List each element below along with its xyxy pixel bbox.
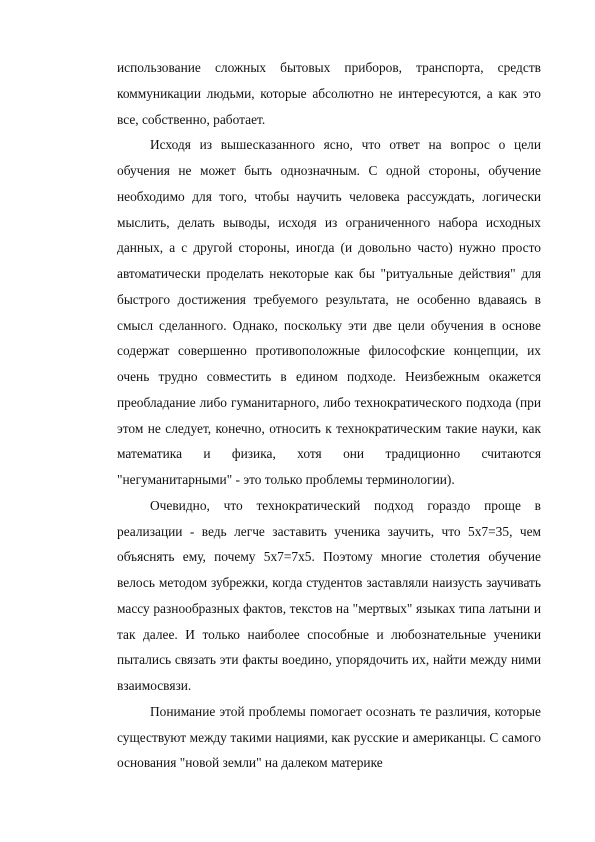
paragraph-nations-difference: Понимание этой проблемы помогает осознать те различия, которые существуют между такими нациями, как русские и американцы. С самого основания "новой земли" на далеком материке (117, 703, 541, 771)
paragraph-learning-goals: Исходя из вышесказанного ясно, что ответ на вопрос о цели обучения не может быть однозначным. С одной стороны, обучение необходимо для того, чтобы научить человека рассуждать, логически мыслить, делать выводы, исходя из ограниченного набора исходных данных, а с другой стороны, иногда (и довольно часто) нужно просто автоматически проделать некоторые как бы "ритуальные действия" для быстрого достижения требуемого результата, не особенно вдаваясь в смысл сделанного. Однако, поскольку эти две цели обучения в основе содержат совершенно противоположные философские концепции, их очень трудно совместить в едином подходе. Неизбежным окажется преобладание либо гуманитарного, либо технократического подхода (при этом не следует, конечно, относить к технократическим такие науки, как математика и физика, хотя они традиционно считаются "негуманитарными" - это только проблемы терминологии). (117, 137, 541, 487)
paragraph-technocratic-approach: Очевидно, что технократический подход гораздо проще в реализации - ведь легче заставить ученика заучить, что 5x7=35, чем объяснять ему, почему 5x7=7x5. Поэтому многие столетия обучение велось методом зубрежки, когда студентов заставляли наизусть заучивать массу разнообразных фактов, текстов на "мертвых" языках типа латыни и так далее. И только наиболее способные и любознательные ученики пытались связать эти факты воедино, упорядочить их, найти между ними взаимосвязи. (117, 497, 541, 693)
body-text (117, 55, 541, 776)
paragraph-continuation: использование сложных бытовых приборов, транспорта, средств коммуникации людьми, которые абсолютно не интересуются, а как это все, собственно, работает. (117, 60, 541, 127)
